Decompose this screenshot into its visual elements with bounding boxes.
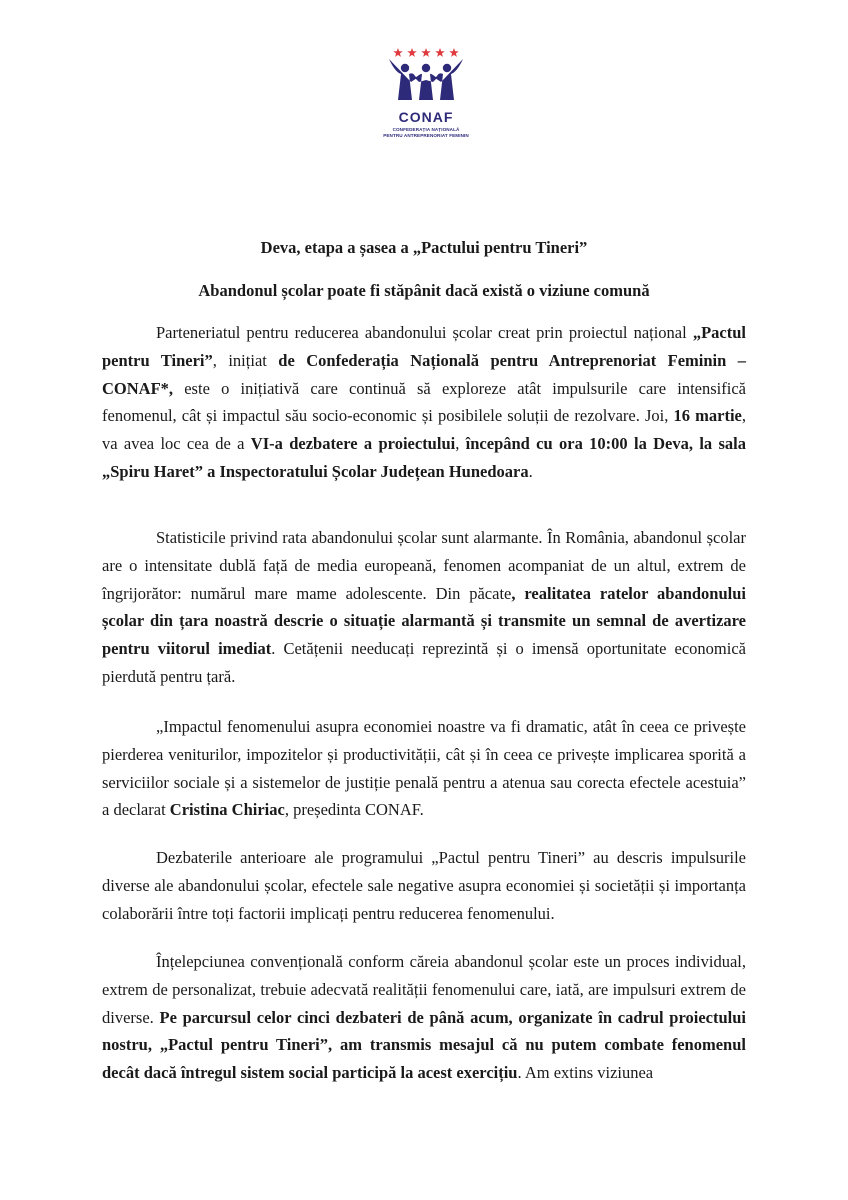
logo-subtitle-line1: CONFEDERAȚIA NAȚIONALĂ: [392, 127, 460, 132]
p1-text: Parteneriatul pentru reducerea abandonului școlar creat prin proiectul național: [156, 323, 693, 342]
p1-text: este o inițiativă care continuă să exploreze atât impulsurile care intensifică fenomenul, cât și impactul său socio-economic și posibilele soluții de rezolvare. Joi,: [102, 378, 746, 426]
logo-wordmark: CONAF: [398, 109, 454, 125]
p2-text: . Cetățenii needucați reprezintă și o imensă oportunitate economică pierdută pentru țară.: [102, 639, 747, 686]
p1-location: începând cu ora 10:00 la Deva, la sala „Spiru Haret” a Inspectoratului Școlar Județean Hunedoara: [102, 434, 746, 481]
stars-icon: [393, 48, 458, 57]
p4-text: Dezbaterile anterioare ale programului „Pactul pentru Tineri” au descris impulsurile diverse ale abandonului școlar, efectele sale negative asupra economiei și societății și importanța colaborării între toți factorii implicați pentru reducerea fenomenului.: [102, 848, 746, 923]
p5-text: . Am extins viziunea: [517, 1063, 654, 1083]
paragraph-wisdom: [102, 948, 746, 1087]
p5-text: Înțelepciunea convențională conform căreia abandonul școlar este un proces individual, extrem de personalizat, trebuie adecvată realității fenomenului care, iată, are impulsuri extrem de diverse.: [102, 952, 746, 1027]
p1-text: ,: [455, 434, 466, 454]
document-title: Deva, etapa a șasea a „Pactului pentru Tineri”: [260, 238, 588, 257]
paragraph-quote: [102, 713, 746, 824]
p5-emphasis: Pe parcursul celor cinci dezbateri de până acum, organizate în cadrul proiectului nostru, „Pactul pentru Tineri”, am transmis mesajul că nu putem combate fenomenul decât dacă întregul sistem social participă la acest exercițiu: [102, 1007, 747, 1083]
p1-date: 16 martie: [673, 406, 742, 426]
paragraph-previous-debates: [102, 844, 746, 927]
p1-text: , inițiat: [212, 350, 279, 370]
p1-text: .: [528, 461, 533, 481]
p1-text: , va avea loc cea de a: [102, 406, 746, 454]
p3-text: „Impactul fenomenului asupra economiei noastre va fi dramatic, atât în ceea ce privește pierderea veniturilor, impozitelor și productivității, cât și în ceea ce privește implicarea sporită a serviciilor sociale și a sistemelor de justiție penală pentru a atenua sau corecta efectele acestuia” a declarat: [102, 717, 746, 820]
p1-initiator: de Confederația Națională pentru Antreprenoriat Feminin – CONAF*,: [102, 350, 747, 398]
p2-emphasis: , realitatea ratelor abandonului școlar din țara noastră descrie o situație alarmantă și transmite un semnal de avertizare pentru viitorul imediat: [102, 583, 747, 659]
document-subtitle: Abandonul școlar poate fi stăpânit dacă există o viziune comună: [198, 281, 650, 300]
paragraph-intro: [102, 319, 746, 486]
logo-subtitle-line2: PENTRU ANTREPRENORIAT FEMININ: [383, 133, 469, 138]
women-figures-icon: [389, 59, 463, 100]
conaf-emblem-icon: [381, 46, 471, 110]
paragraph-statistics: [102, 524, 746, 691]
p1-pact-name: „Pactul pentru Tineri”: [102, 323, 746, 370]
p3-text: , președinta CONAF.: [284, 800, 424, 820]
conaf-logo: [381, 46, 471, 142]
p1-debate: VI-a dezbatere a proiectului: [250, 434, 456, 454]
p3-speaker: Cristina Chiriac: [169, 800, 285, 820]
p2-text: Statisticile privind rata abandonului școlar sunt alarmante. În România, abandonul școlar are o intensitate dublă față de media europeană, fenomen acompaniat de un altul, extrem de îngrijorător: numărul mare mame adolescente. Din păcate: [102, 528, 746, 603]
